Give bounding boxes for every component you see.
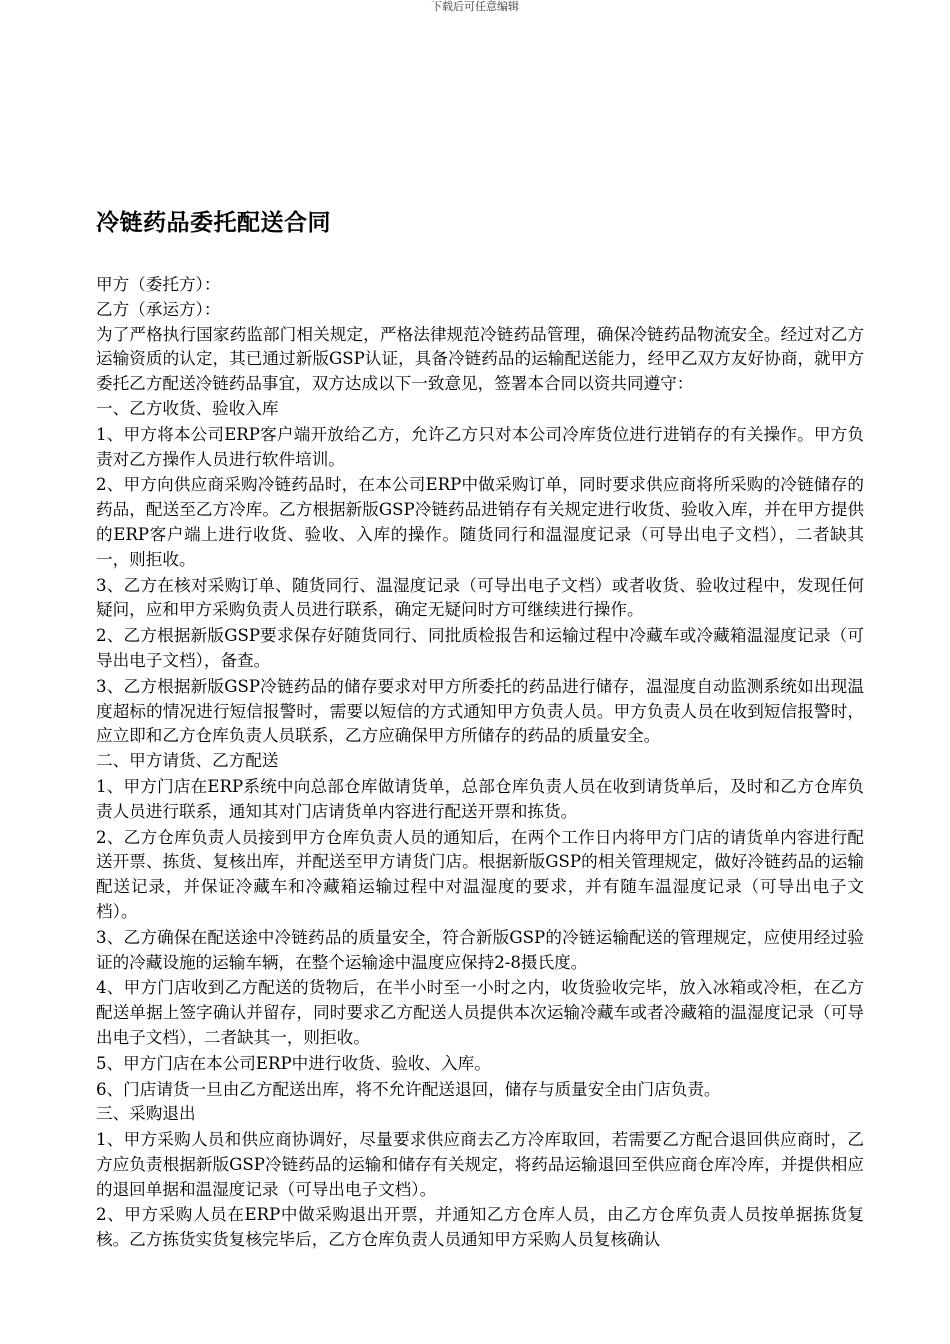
clause-paragraph: 1、甲方将本公司ERP客户端开放给乙方，允许乙方只对本公司冷库货位进行进销存的有关操作。甲方负责对乙方操作人员进行软件培训。 (96, 424, 864, 469)
clause-paragraph: 3、乙方根据新版GSP冷链药品的储存要求对甲方所委托的药品进行储存，温湿度自动监测系统如出现温度超标的情况进行短信报警时，需要以短信的方式通知甲方负责人员。甲方负责人员在收到短信报警时，应立即和乙方仓库负责人员联系，乙方应确保甲方所储存的药品的质量安全。 (96, 676, 864, 746)
header-note: 下载后可任意编辑 (431, 0, 519, 13)
clause-paragraph: 5、甲方门店在本公司ERP中进行收货、验收、入库。 (96, 1053, 491, 1073)
document-body (96, 273, 864, 1253)
clause-paragraph: 2、甲方向供应商采购冷链药品时，在本公司ERP中做采购订单，同时要求供应商将所采购的冷链储存的药品，配送至乙方冷库。乙方根据新版GSP冷链药品进销存有关规定进行收货、验收入库，并在甲方提供的ERP客户端上进行收货、验收、入库的操作。随货同行和温湿度记录（可导出电子文档），二者缺其一，则拒收。 (96, 475, 864, 569)
clause-paragraph: 1、甲方采购人员和供应商协调好，尽量要求供应商去乙方冷库取回，若需要乙方配合退回供应商时，乙方应负责根据新版GSP冷链药品的运输和储存有关规定，将药品运输退回至供应商仓库冷库，并提供相应的退回单据和温湿度记录（可导出电子文档）。 (96, 1130, 864, 1199)
clause-paragraph: 3、乙方在核对采购订单、随货同行、温湿度记录（可导出电子文档）或者收货、验收过程中，发现任何疑问，应和甲方采购负责人员进行联系，确定无疑问时方可继续进行操作。 (96, 575, 864, 620)
section-heading-1: 一、乙方收货、验收入库 (96, 398, 279, 418)
party-a-line: 甲方（委托方）： (96, 275, 221, 294)
clause-paragraph: 2、乙方仓库负责人员接到甲方仓库负责人员的通知后，在两个工作日内将甲方门店的请货单内容进行配送开票、拣货、复核出库，并配送至甲方请货门店。根据新版GSP的相关管理规定，做好冷链药品的运输配送记录，并保证冷藏车和冷藏箱运输过程中对温湿度的要求，并有随车温湿度记录（可导出电子文档）。 (96, 827, 864, 921)
clause-paragraph: 2、乙方根据新版GSP要求保存好随货同行、同批质检报告和运输过程中冷藏车或冷藏箱温湿度记录（可导出电子文档），备查。 (96, 626, 864, 670)
clause-paragraph: 2、甲方采购人员在ERP中做采购退出开票，并通知乙方仓库人员，由乙方仓库负责人员按单据拣货复核。乙方拣货实货复核完毕后，乙方仓库负责人员通知甲方采购人员复核确认 (96, 1205, 864, 1250)
section-heading-2: 二、甲方请货、乙方配送 (96, 751, 279, 771)
party-b-line: 乙方（承运方）： (96, 299, 221, 319)
section-heading-3: 三、采购退出 (96, 1104, 196, 1124)
intro-paragraph: 为了严格执行国家药监部门相关规定，严格法律规范冷链药品管理，确保冷链药品物流安全。经过对乙方运输资质的认定，其已通过新版GSP认证，具备冷链药品的运输配送能力，经甲乙双方友好协商，就甲方委托乙方配送冷链药品事宜，双方达成以下一致意见，签署本合同以资共同遵守： (96, 324, 864, 394)
clause-paragraph: 4、甲方门店收到乙方配送的货物后，在半小时至一小时之内，收货验收完毕，放入冰箱或冷柜，在乙方配送单据上签字确认并留存，同时要求乙方配送人员提供本次运输冷藏车或者冷藏箱的温湿度记录（可导出电子文档），二者缺其一，则拒收。 (96, 978, 864, 1047)
clause-paragraph: 3、乙方确保在配送途中冷链药品的质量安全，符合新版GSP的冷链运输配送的管理规定，应使用经过验证的冷藏设施的运输车辆，在整个运输途中温度应保持2-8摄氏度。 (96, 927, 864, 972)
document-title: 冷链药品委托配送合同 (96, 210, 331, 236)
clause-paragraph: 6、门店请货一旦由乙方配送出库，将不允许配送退回，储存与质量安全由门店负责。 (96, 1079, 721, 1099)
clause-paragraph: 1、甲方门店在ERP系统中向总部仓库做请货单，总部仓库负责人员在收到请货单后，及时和乙方仓库负责人员进行联系，通知其对门店请货单内容进行配送开票和拣货。 (96, 776, 864, 821)
